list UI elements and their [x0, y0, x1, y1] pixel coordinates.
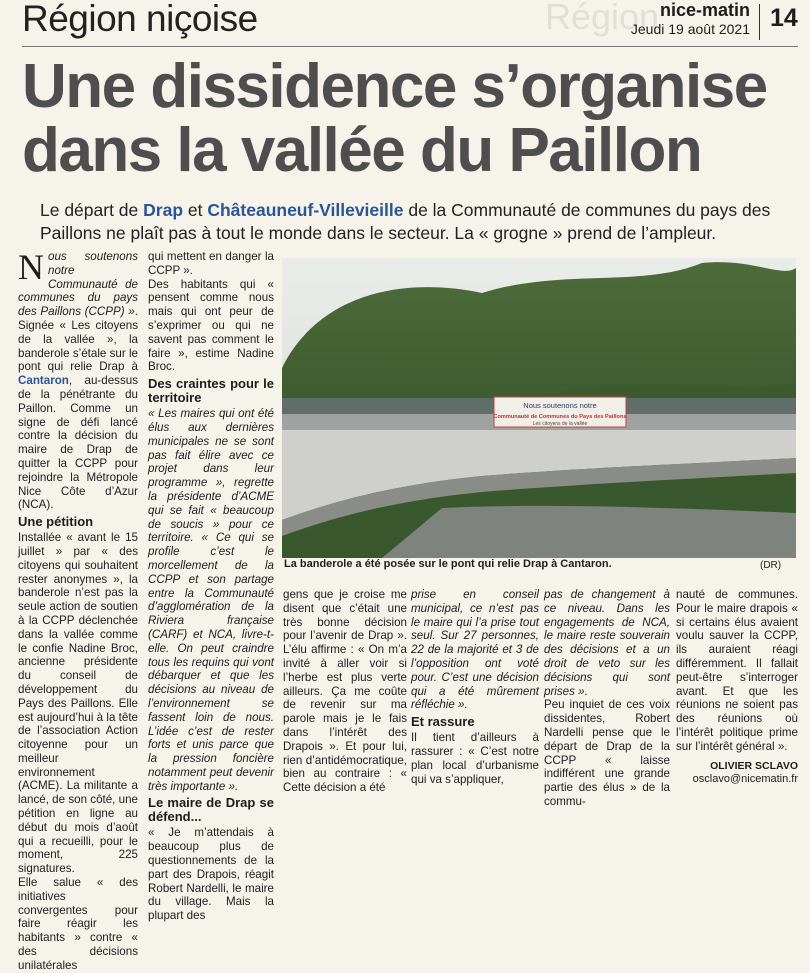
photo-credit: (DR): [760, 560, 782, 571]
col4-paragraph-1: prise en conseil municipal, ce n’est pas le maire qui l’a prise tout seul. Sur 27 personnes, 22 de la majorité et 3 de l’opposition ont voté pour. C’est une décision qui a été mûrement réfléchie ».: [411, 588, 539, 712]
article-headline: Une dissidence s’organise dans la vallée du Paillon: [22, 52, 767, 185]
article-column-5: [544, 588, 670, 809]
newspaper-name: nice-matin: [659, 0, 750, 20]
lede-chateauneuf: Châteauneuf-Villevieille: [207, 200, 404, 220]
subhead-maire: Le maire de Drap se défend...: [148, 795, 274, 825]
article-column-2: [148, 250, 274, 923]
col2-paragraph-4: « Je m’attendais à beaucoup plus de questionnements de la part des Drapois, réagit Robert Nardelli, le maire du village. Mais la plupart des: [148, 826, 274, 923]
col6-paragraph: nauté de communes. Pour le maire drapois « si certains élus avaient voulu sauver la CCPP, ils auraient réagi différemment. Il fallait peut-être s’interroger avant. Et que les réunions ne soient pas des réunions où l’intérêt politique prime sur l’intérêt général ».: [676, 588, 798, 753]
bridge-photo-illustration: [282, 258, 796, 558]
article-column-4: [411, 588, 539, 786]
lede-text-3: de la Communauté de communes du pays des Paillons ne plaît pas à tout le monde dans le secteur. La « grogne » prend de l’ampleur.: [40, 200, 771, 243]
article-photo: [282, 258, 796, 558]
faded-section-ghost: Région: [545, 0, 660, 37]
drop-cap: N: [18, 247, 44, 287]
header-rule: [22, 46, 798, 47]
col1-cantaron: Cantaron: [18, 374, 69, 388]
col2-paragraph-1: qui mettent en danger la CCPP ».: [148, 250, 274, 277]
article-column-6: [676, 588, 798, 787]
col5-paragraph-2: Peu inquiet de ces voix dissidentes, Robert Nardelli pense que le départ de Drap de la CCPP « laisse indifférent une grande partie des élus » de la commu-: [544, 698, 670, 808]
article-column-3: [283, 588, 407, 795]
col1-paragraph-3: Elle salue « des initiatives convergentes pour faire réagir les habitants » contre « des décisions unilatérales: [18, 876, 138, 972]
col2-paragraph-2: Des habitants qui « pensent comme nous mais qui ont peur de s’exprimer ou qui ne savent pas comment le faire », estime Nadine Broc.: [148, 277, 274, 374]
author-byline: OLIVIER SCLAVO: [710, 759, 798, 772]
subhead-craintes: Des craintes pour le territoire: [148, 376, 274, 406]
col5-paragraph-1: pas de changement à ce niveau. Dans les engagements de NCA, le maire reste souverain des décisions et a un droit de veto sur les décisions qui sont prises ».: [544, 588, 670, 698]
subhead-petition: Une pétition: [18, 514, 94, 530]
col1-text: . Signée « Les citoyens de la vallée », la banderole s’étale sur le pont qui relie Drap à: [18, 305, 138, 374]
author-email[interactable]: osclavo@nicematin.fr: [692, 773, 798, 786]
col1-text-2: , au-dessus de la pénétrante du Paillon. Comme un signe de défi lancé contre la décision du maire de Drap de quitter la CCPP pour rejoindre la Métropole Nice Côte d’Azur (NCA).: [18, 374, 138, 512]
lede-drap: Drap: [143, 200, 184, 220]
lede-text-1: Le départ de: [40, 200, 144, 220]
photo-caption: La banderole a été posée sur le pont qui relie Drap à Cantaron.: [284, 558, 612, 570]
article-lede: [40, 199, 800, 245]
col1-quote: ous soutenons notre Communauté de communes du pays des Paillons (CCPP) »: [18, 250, 138, 319]
header-divider: [759, 4, 760, 40]
section-title: Région niçoise: [22, 0, 258, 39]
banner-text-bottom: Les citoyens de la vallée: [532, 421, 588, 427]
lede-text-2: et: [183, 200, 208, 220]
col2-paragraph-3: « Les maires qui ont été élus aux dernières municipales ne se sont pas fait élire avec ce projet dans leur programme », regrette la présidente d’ACME qui se fait « beaucoup de soucis » pour ce territoire. « Ce qui se profile c’est le morcellement de la CCPP et son partage entre la Communauté d’agglomération de la Riviera française (CARF) et NCA, livre-t-elle. On peut craindre tous les requins qui vont débarquer et que les décisions au niveau de l’environnement se fassent loin de nous. L’idée c’est de rester forts et unis parce que la pression foncière notamment peut devenir très importante ».: [148, 407, 274, 793]
col3-paragraph: gens que je croise me disent que c’était une très bonne décision pour l’avenir de Drap ». L’élu affirme : « On m’a invité à aller voir si l’herbe est plus verte ailleurs. Ça me coûte de revenir sur ma parole mais je le fais dans l’intérêt des Drapois ». Et pour lui, rien d’antidémocratique, bien au contraire : « Cette décision a été: [283, 588, 407, 795]
col4-paragraph-2: Il tient d’ailleurs à rassurer : « C’est notre plan local d’urbanisme qui va s’appliquer,: [411, 731, 539, 786]
col1-paragraph-2: Installée « avant le 15 juillet » par « des citoyens qui souhaitent rester anonymes », la banderole n’est pas la seule action de soutien à la CCPP déclenchée dans la vallée comme le confie Nadine Broc, ancienne présidente du conseil de développement du Pays des Paillons. Elle est aujourd’hui à la tête de l’association Action citoyenne pour un meilleur environnement (ACME). La militante a lancé, de son côté, une pétition en ligne au début du mois d’août qui a recueilli, pour le moment, 225 signatures.: [18, 531, 138, 876]
issue-date: Jeudi 19 août 2021: [630, 21, 750, 37]
subhead-rassure: Et rassure: [411, 714, 475, 730]
article-column-1: [18, 247, 138, 973]
banner-text-middle: Communauté de Communes du Pays des Paillons: [493, 414, 627, 420]
page-number: 14: [770, 4, 798, 32]
banner-text-top: Nous soutenons notre: [523, 401, 597, 410]
